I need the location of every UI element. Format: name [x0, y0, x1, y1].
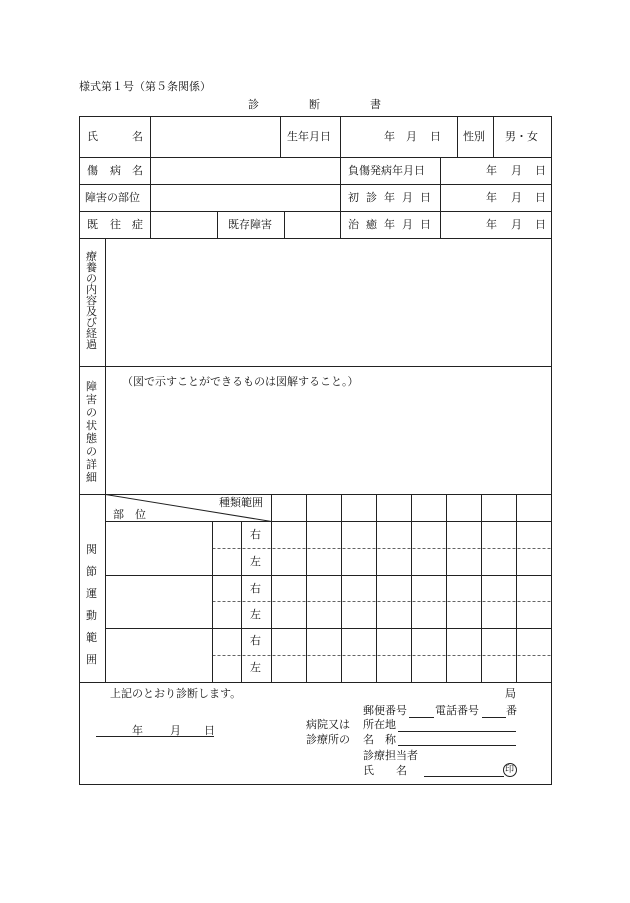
- rom-type-range-header: 種類範囲: [219, 496, 263, 509]
- rom-left-label: 左: [250, 555, 261, 568]
- first-visit-label: 初: [348, 191, 359, 204]
- injury-year: 年: [486, 164, 497, 177]
- rom-left-label: 左: [250, 661, 261, 674]
- rom-label-char: 節: [86, 565, 97, 578]
- first-visit-day: 日: [535, 191, 546, 204]
- first-visit-label: 日: [420, 191, 431, 204]
- cure-date-label: 月: [402, 218, 413, 231]
- rom-label-char: 囲: [86, 653, 97, 666]
- postal-label: 郵便番号: [363, 704, 407, 717]
- rom-label-char: 範: [86, 631, 97, 644]
- hospital-label: 病院又は: [306, 718, 350, 731]
- name-label: 名: [132, 130, 143, 143]
- history-label: 症: [132, 218, 143, 231]
- rom-right-label: 右: [250, 634, 261, 647]
- condition-label-char: の: [86, 406, 97, 419]
- rom-right-label: 右: [250, 528, 261, 541]
- condition-label-char: 状: [86, 419, 97, 432]
- address-label: 所在地: [363, 718, 396, 731]
- doctor-name-label: 氏 名: [363, 764, 407, 777]
- facility-name-label: 名 称: [363, 733, 396, 746]
- sex-value: 男・女: [505, 130, 538, 143]
- first-visit-label: 月: [402, 191, 413, 204]
- condition-label-char: 害: [86, 393, 97, 406]
- treatment-label-char: び: [86, 316, 97, 329]
- rom-right-label: 右: [250, 582, 261, 595]
- condition-label-char: 細: [86, 471, 97, 484]
- cure-month: 月: [511, 218, 522, 231]
- cure-date-label: 癒: [366, 218, 377, 231]
- treatment-label-char: 及: [86, 305, 97, 318]
- injury-date-label: 負傷発病年月日: [348, 164, 425, 177]
- first-visit-label: 診: [366, 191, 377, 204]
- footer-year: 年: [132, 724, 143, 737]
- injury-label: 名: [132, 164, 143, 177]
- treatment-label-char: 内: [86, 283, 97, 296]
- cure-date-label: 日: [420, 218, 431, 231]
- rom-label-char: 動: [86, 609, 97, 622]
- first-visit-label: 年: [384, 191, 395, 204]
- history-label: 往: [110, 218, 121, 231]
- birth-day: 日: [430, 130, 441, 143]
- birth-label: 生年月日: [287, 130, 331, 143]
- rom-label-char: 関: [86, 543, 97, 556]
- birth-month: 月: [406, 130, 417, 143]
- page-title-char: 書: [370, 98, 381, 111]
- treatment-label-char: 養: [86, 261, 97, 274]
- clinic-label: 診療所の: [306, 733, 350, 746]
- treatment-label-char: 容: [86, 294, 97, 307]
- doctor-label: 診療担当者: [363, 749, 418, 762]
- footer-day: 日: [204, 724, 215, 737]
- footer-month: 月: [170, 724, 181, 737]
- condition-label-char: の: [86, 445, 97, 458]
- existing-disability-label: 既存障害: [228, 218, 272, 231]
- treatment-label-char: の: [86, 272, 97, 285]
- birth-year: 年: [384, 130, 395, 143]
- injury-day: 日: [535, 164, 546, 177]
- statement: 上記のとおり診断します。: [110, 687, 242, 700]
- condition-note: （図で示すことができるものは図解すること。）: [122, 375, 359, 388]
- injury-label: 病: [110, 164, 121, 177]
- treatment-label-char: 経: [86, 327, 97, 340]
- condition-label-char: 障: [86, 380, 97, 393]
- cure-date-label: 治: [348, 218, 359, 231]
- page-title-char: 断: [309, 98, 320, 111]
- seal-mark: 印: [505, 765, 515, 775]
- cure-day: 日: [535, 218, 546, 231]
- sex-label: 性別: [463, 130, 485, 143]
- rom-left-label: 左: [250, 608, 261, 621]
- cure-year: 年: [486, 218, 497, 231]
- first-visit-year: 年: [486, 191, 497, 204]
- condition-label-char: 態: [86, 432, 97, 445]
- page-title-char: 診: [248, 98, 259, 111]
- condition-label-char: 詳: [86, 458, 97, 471]
- treatment-label-char: 過: [86, 338, 97, 351]
- rom-label-char: 運: [86, 587, 97, 600]
- injury-month: 月: [511, 164, 522, 177]
- phone-label: 電話番号: [435, 704, 479, 717]
- rom-part-header: 部 位: [113, 508, 146, 521]
- cure-date-label: 年: [384, 218, 395, 231]
- first-visit-month: 月: [511, 191, 522, 204]
- ban-label: 番: [506, 704, 517, 717]
- treatment-label-char: 療: [86, 250, 97, 263]
- injury-label: 傷: [87, 164, 98, 177]
- history-label: 既: [87, 218, 98, 231]
- office-label: 局: [505, 687, 516, 700]
- form-number: 様式第１号（第５条関係）: [79, 80, 211, 93]
- name-label: 氏: [87, 130, 98, 143]
- site-label: 障害の部位: [85, 191, 140, 204]
